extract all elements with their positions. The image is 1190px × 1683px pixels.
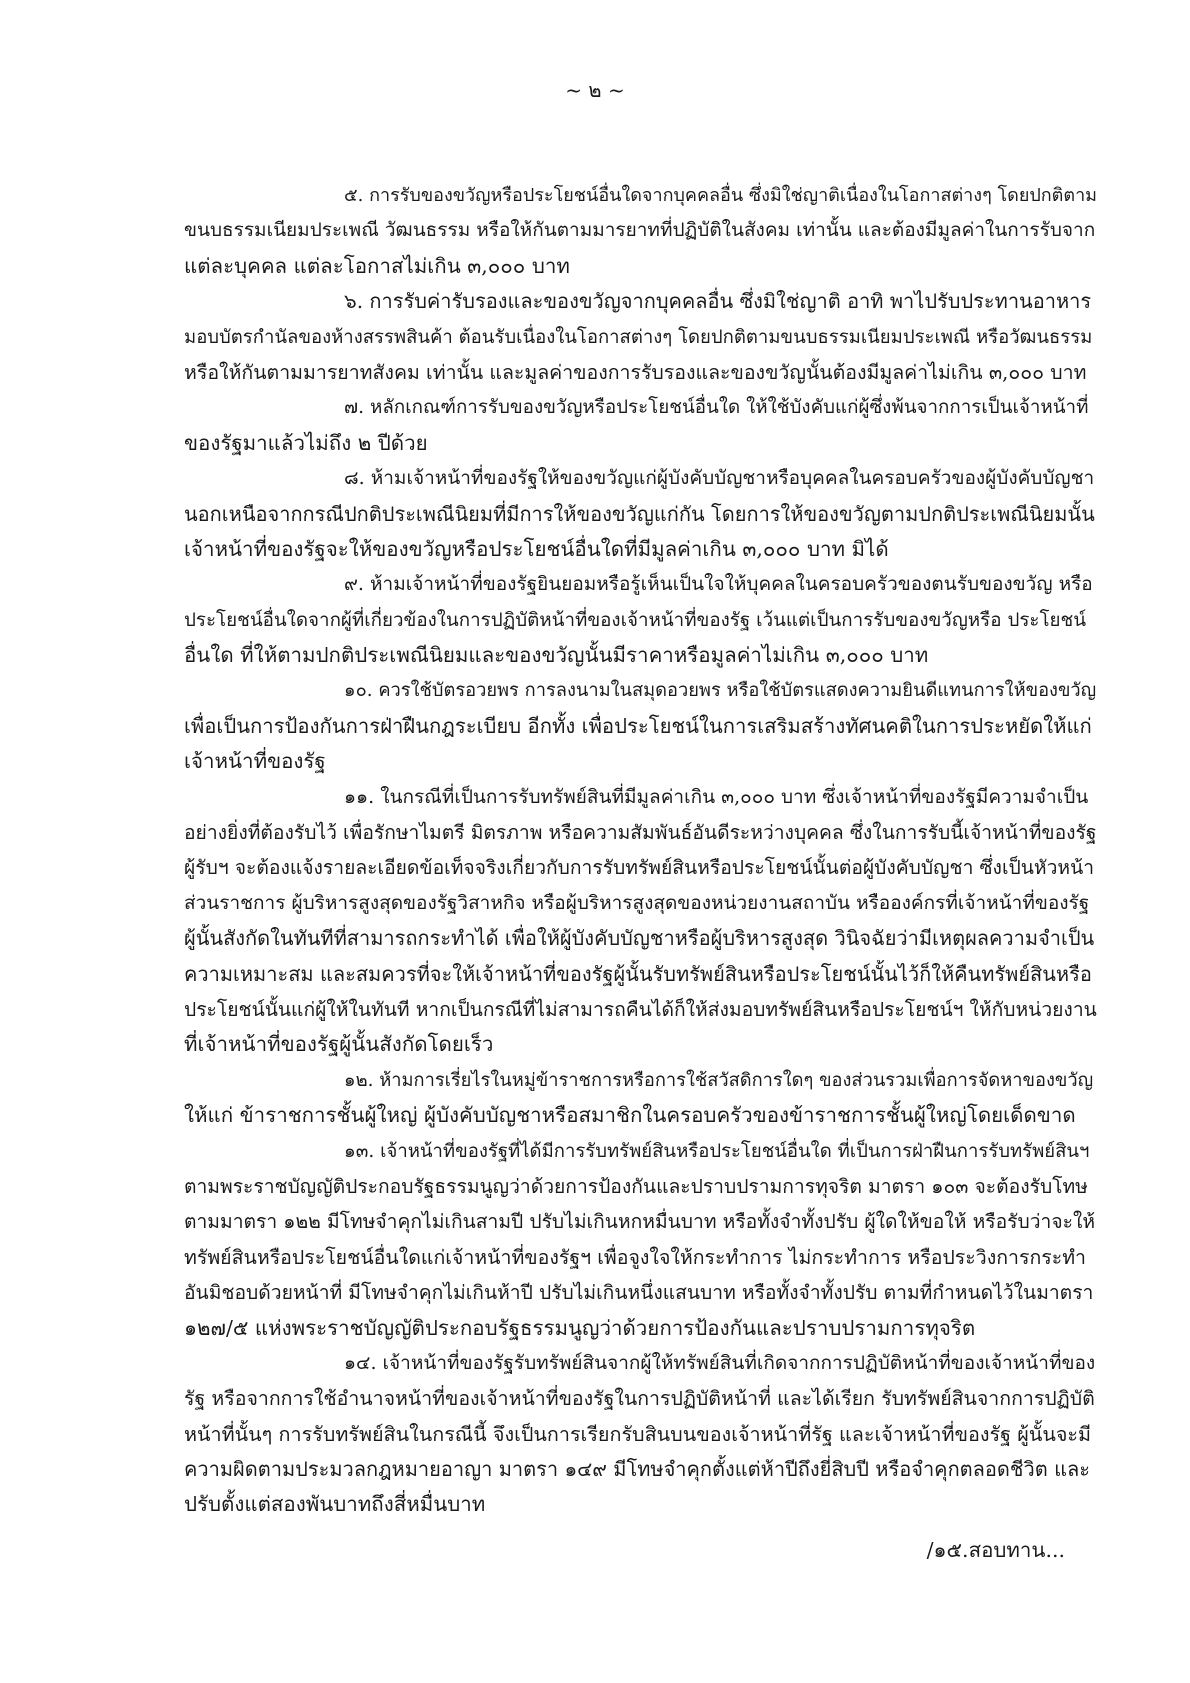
text-line: ประโยชน์นั้นแก่ผู้ให้ในทันที หากเป็นกรณีที่ไม่สามารถคืนได้ก็ให้ส่งมอบทรัพย์สินหรือประโยชน์ฯ ให้กับหน่วยงาน	[184, 997, 1097, 1021]
text-line: ผู้รับฯ จะต้องแจ้งรายละเอียดข้อเท็จจริงเกี่ยวกับการรับทรัพย์สินหรือประโยชน์นั้นต่อผู้บังคับบัญชา ซึ่งเป็นหัวหน้า	[184, 856, 1095, 880]
paragraph	[184, 390, 1096, 461]
paragraph	[184, 780, 1096, 1063]
text-line: อื่นใด ที่ให้ตามปกติประเพณีนิยมและของขวัญนั้นมีราคาหรือมูลค่าไม่เกิน ๓,๐๐๐ บาท	[184, 643, 929, 668]
text-line: มอบบัตรกำนัลของห้างสรรพสินค้า ต้อนรับเนื่องในโอกาสต่างๆ โดยปกติตามขนบธรรมเนียมประเพณี หรือวัฒนธรรม	[184, 326, 1093, 348]
text-line: ประโยชน์อื่นใดจากผู้ที่เกี่ยวข้องในการปฏิบัติหน้าที่ของเจ้าหน้าที่ของรัฐ เว้นแต่เป็นการรับของขวัญหรือ ประโยชน์	[184, 609, 1087, 631]
page-number: ~ ๒ ~	[565, 78, 625, 102]
paragraph	[184, 673, 1096, 779]
paragraph	[184, 1063, 1096, 1134]
text-line: ๗. หลักเกณฑ์การรับของขวัญหรือประโยชน์อื่นใด ให้ใช้บังคับแก่ผู้ซึ่งพ้นจากการเป็นเจ้าหน้าที่	[344, 397, 1089, 419]
text-line: ที่เจ้าหน้าที่ของรัฐผู้นั้นสังกัดโดยเร็ว	[184, 1032, 494, 1057]
text-line: ความเหมาะสม และสมควรที่จะให้เจ้าหน้าที่ของรัฐผู้นั้นรับทรัพย์สินหรือประโยชน์นั้นไว้ก็ให้คืนทรัพย์สินหรือ	[184, 961, 1092, 986]
text-line: ๑๓. เจ้าหน้าที่ของรัฐที่ได้มีการรับทรัพย์สินหรือประโยชน์อื่นใด ที่เป็นการฝ่าฝืนการรับทรัพย์สินฯ	[344, 1140, 1090, 1162]
text-line: หน้าที่นั้นๆ การรับทรัพย์สินในกรณีนี้ จึงเป็นการเรียกรับสินบนของเจ้าหน้าที่รัฐ และเจ้าหน้าที่ของรัฐ ผู้นั้นจะมี	[184, 1422, 1092, 1446]
text-line: แต่ละบุคคล แต่ละโอกาสไม่เกิน ๓,๐๐๐ บาท	[184, 253, 570, 278]
text-line: ๑๔. เจ้าหน้าที่ของรัฐรับทรัพย์สินจากผู้ให้ทรัพย์สินที่เกิดจากการปฏิบัติหน้าที่ของเจ้าหน้าที่ของ	[344, 1351, 1096, 1374]
text-line: ความผิดตามประมวลกฎหมายอาญา มาตรา ๑๔๙ มีโทษจำคุกตั้งแต่ห้าปีถึงยี่สิบปี หรือจำคุกตลอดชีวิต และ	[184, 1457, 1090, 1482]
text-line: ทรัพย์สินหรือประโยชน์อื่นใดแก่เจ้าหน้าที่ของรัฐฯ เพื่อจูงใจให้กระทำการ ไม่กระทำการ หรือประวิงการกระทำ	[184, 1245, 1086, 1269]
text-line: ๑๒๗/๕ แห่งพระราชบัญญัติประกอบรัฐธรรมนูญว่าด้วยการป้องกันและปราบปรามการทุจริต	[184, 1315, 976, 1340]
text-line: ส่วนราชการ ผู้บริหารสูงสุดของรัฐวิสาหกิจ หรือผู้บริหารสูงสุดของหน่วยงานสถาบัน หรือองค์กรที่เจ้าหน้าที่ของรัฐ	[184, 891, 1090, 914]
text-line: ๙. ห้ามเจ้าหน้าที่ของรัฐยินยอมหรือรู้เห็นเป็นใจให้บุคคลในครอบครัวของตนรับของขวัญ หรือ	[344, 573, 1093, 596]
continuation-note: /๑๕.สอบทาน...	[926, 1538, 1065, 1562]
text-line: ๑๑. ในกรณีที่เป็นการรับทรัพย์สินที่มีมูลค่าเกิน ๓,๐๐๐ บาท ซึ่งเจ้าหน้าที่ของรัฐมีความจำเป็น	[344, 785, 1089, 808]
text-line: ปรับตั้งแต่สองพันบาทถึงสี่หมื่นบาท	[184, 1492, 486, 1517]
text-line: เจ้าหน้าที่ของรัฐจะให้ของขวัญหรือประโยชน์อื่นใดที่มีมูลค่าเกิน ๓,๐๐๐ บาท มิได้	[184, 536, 889, 561]
paragraph	[184, 461, 1096, 567]
text-line: ๑๒. ห้ามการเรี่ยไรในหมู่ข้าราชการหรือการใช้สวัสดิการใดๆ ของส่วนรวมเพื่อการจัดหาของขวัญ	[344, 1069, 1094, 1091]
text-line: เจ้าหน้าที่ของรัฐ	[184, 749, 326, 774]
text-line: ของรัฐมาแล้วไม่ถึง ๒ ปีด้วย	[184, 430, 428, 455]
paragraph	[184, 178, 1096, 284]
text-line: ๖. การรับค่ารับรองและของขวัญจากบุคคลอื่น ซึ่งมิใช่ญาติ อาทิ พาไปรับประทานอาหาร	[344, 289, 1092, 314]
text-line: อย่างยิ่งที่ต้องรับไว้ เพื่อรักษาไมตรี มิตรภาพ หรือความสัมพันธ์อันดีระหว่างบุคคล ซึ่งในการรับนี้เจ้าหน้าที่ของรัฐ	[184, 821, 1097, 845]
text-line: รัฐ หรือจากการใช้อำนาจหน้าที่ของเจ้าหน้าที่ของรัฐในการปฏิบัติหน้าที่ และได้เรียก รับทรัพย์สินจากการปฏิบัติ	[184, 1387, 1095, 1411]
text-line: ๘. ห้ามเจ้าหน้าที่ของรัฐให้ของขวัญแก่ผู้บังคับบัญชาหรือบุคคลในครอบครัวของผู้บังคับบัญชา	[344, 467, 1095, 490]
document-body	[184, 178, 1096, 1523]
text-line: ตามพระราชบัญญัติประกอบรัฐธรรมนูญว่าด้วยการป้องกันและปราบปรามการทุจริต มาตรา ๑๐๓ จะต้องรับโทษ	[184, 1174, 1088, 1198]
text-line: ผู้นั้นสังกัดในทันทีที่สามารถกระทำได้ เพื่อให้ผู้บังคับบัญชาหรือผู้บริหารสูงสุด วินิจฉัยว่ามีเหตุผลความจำเป็น	[184, 926, 1095, 951]
text-line: ขนบธรรมเนียมประเพณี วัฒนธรรม หรือให้กันตามมารยาทที่ปฏิบัติในสังคม เท่านั้น และต้องมีมูลค่าในการรับจาก	[184, 219, 1096, 242]
paragraph	[184, 1134, 1096, 1346]
text-line: นอกเหนือจากกรณีปกติประเพณีนิยมที่มีการให้ของขวัญแก่กัน โดยการให้ของขวัญตามปกติประเพณีนิยมนั้น	[184, 501, 1095, 526]
paragraph	[184, 1346, 1096, 1523]
text-line: ๑๐. ควรใช้บัตรอวยพร การลงนามในสมุดอวยพร หรือใช้บัตรแสดงความยินดีแทนการให้ของขวัญ	[344, 680, 1097, 702]
text-line: ตามมาตรา ๑๒๒ มีโทษจำคุกไม่เกินสามปี ปรับไม่เกินหกหมื่นบาท หรือทั้งจำทั้งปรับ ผู้ใดให้ขอให้ หรือรับว่าจะให้	[184, 1210, 1096, 1234]
paragraph	[184, 284, 1096, 390]
text-line: ให้แก่ ข้าราชการชั้นผู้ใหญ่ ผู้บังคับบัญชาหรือสมาชิกในครอบครัวของข้าราชการชั้นผู้ใหญ่โดยเด็ดขาด	[184, 1103, 1076, 1128]
text-line: เพื่อเป็นการป้องกันการฝ่าฝืนกฎระเบียบ อีกทั้ง เพื่อประโยชน์ในการเสริมสร้างทัศนคติในการประหยัดให้แก่	[184, 713, 1092, 738]
text-line: อันมิชอบด้วยหน้าที่ มีโทษจำคุกไม่เกินห้าปี ปรับไม่เกินหนึ่งแสนบาท หรือทั้งจำทั้งปรับ ตามที่กำหนดไว้ในมาตรา	[184, 1281, 1094, 1305]
text-line: ๕. การรับของขวัญหรือประโยชน์อื่นใดจากบุคคลอื่น ซึ่งมิใช่ญาติเนื่องในโอกาสต่างๆ โดยปกติตาม	[344, 185, 1098, 206]
text-line: หรือให้กันตามมารยาทสังคม เท่านั้น และมูลค่าของการรับรองและของขวัญนั้นต้องมีมูลค่าไม่เกิน ๓,๐๐๐ บาท	[184, 360, 1087, 384]
paragraph	[184, 567, 1096, 673]
